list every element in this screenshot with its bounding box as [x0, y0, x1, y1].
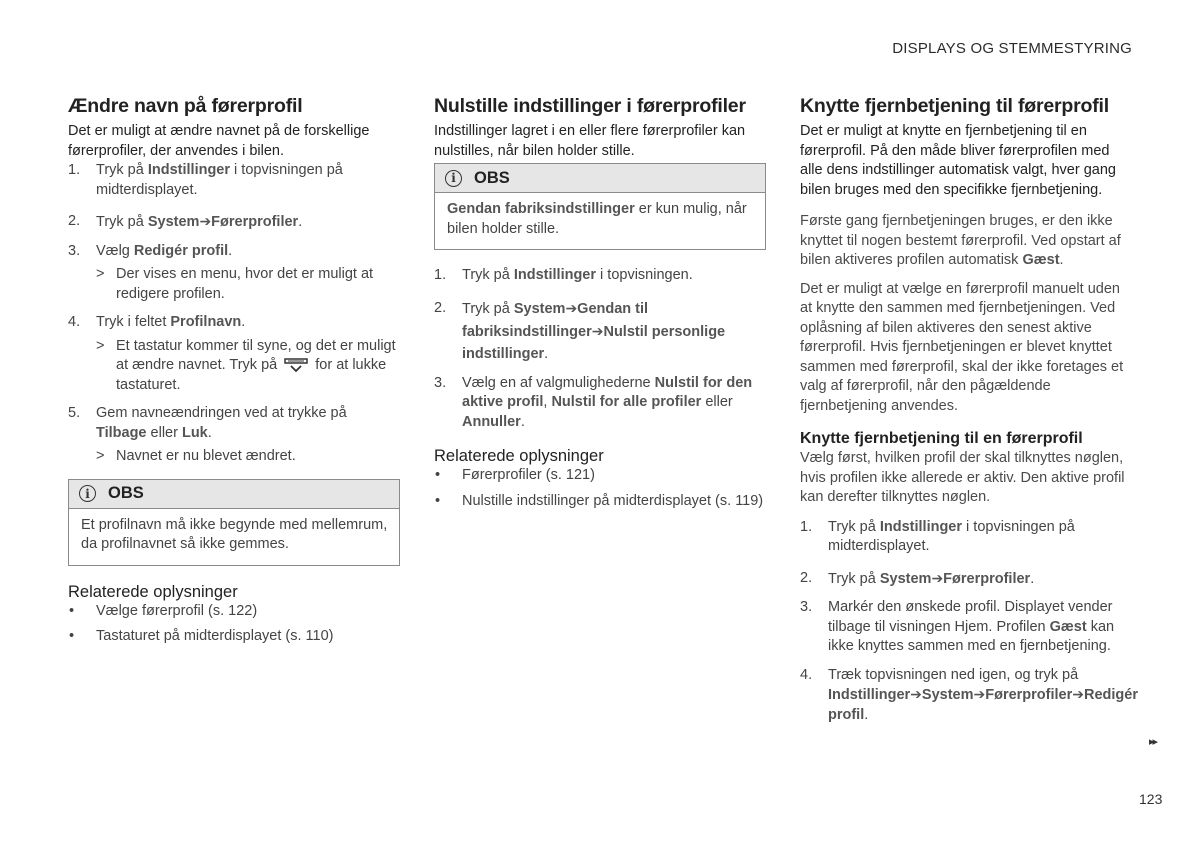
- step-text: i topvisningen på midterdisplayet.: [828, 518, 1075, 554]
- bullet: •: [69, 628, 75, 644]
- step-text: Tryk på: [96, 214, 148, 230]
- related-list: [68, 602, 400, 647]
- step-number: 4.: [68, 314, 81, 330]
- step-3: [434, 374, 766, 433]
- continue-icon: ▸▸: [1149, 736, 1157, 748]
- step-3: [800, 598, 1132, 657]
- related-item[interactable]: [434, 492, 766, 512]
- menu-term: Annuller: [462, 413, 521, 430]
- step-number: 2.: [68, 213, 81, 229]
- result-marker: >: [96, 448, 105, 464]
- body-text: .: [1059, 252, 1064, 268]
- step-number: 5.: [68, 405, 81, 421]
- step-text: .: [864, 706, 869, 723]
- step-text: Vælg en af valgmulighederne: [462, 374, 655, 391]
- step-number: 1.: [434, 267, 447, 283]
- bullet: •: [435, 467, 441, 483]
- result-text: Navnet er nu blevet ændret.: [116, 448, 296, 464]
- arrow-icon: ➔: [910, 686, 922, 702]
- step-text: eller: [146, 424, 182, 441]
- bullet: •: [435, 492, 441, 509]
- body-paragraph: Det er muligt at vælge en førerprofil manuelt uden at knytte den sammen med fjernbetjeningen. Ved oplåsning af bilen aktiveres den senest aktive førerprofil. Hvis fjernbetjeningen er blevet knyttet sammen med førerprofil, skal der ikke foretages et valg af førerprofil, når den pågældende fjernbetjening anvendes.: [800, 280, 1124, 414]
- step-number: 1.: [800, 518, 813, 535]
- steps-list: [434, 266, 766, 432]
- step-text: .: [520, 413, 525, 430]
- step-result: [96, 447, 400, 467]
- menu-term: Indstillinger: [828, 687, 911, 703]
- step-text: Træk topvisningen ned igen, og tryk på: [828, 666, 1079, 683]
- step-text: .: [298, 214, 303, 230]
- step-text: Markér den ønskede profil. Displayet vender tilbage til visningen Hjem. Profilen: [828, 599, 1113, 635]
- menu-term: Gendan fabriksindstillinger: [447, 201, 635, 217]
- arrow-icon: ➔: [591, 322, 604, 339]
- menu-term: Indstillinger: [879, 518, 963, 535]
- menu-term: Profilnavn: [170, 314, 242, 330]
- menu-term: Førerprofiler: [211, 214, 299, 230]
- page-number: 123: [1139, 791, 1163, 807]
- result-text: for at lukke tastaturet.: [116, 357, 387, 393]
- step-text: i topvisningen på midterdisplayet.: [96, 162, 343, 198]
- obs-title: OBS: [474, 168, 510, 187]
- obs-header: [69, 480, 399, 509]
- menu-term: System: [921, 687, 974, 703]
- menu-term: Førerprofiler: [985, 687, 1073, 703]
- step-4: [68, 313, 400, 395]
- step-text: Gem navneændringen ved at trykke på: [96, 405, 347, 421]
- related-link[interactable]: Vælge førerprofil (s. 122): [96, 602, 258, 619]
- step-text: kan ikke knyttes sammen med en fjernbetjening.: [828, 618, 1115, 654]
- step-2: [434, 297, 766, 365]
- step-result: [96, 337, 400, 396]
- bullet: •: [69, 602, 75, 619]
- step-5: [68, 404, 400, 467]
- menu-term: Gæst: [1049, 618, 1087, 635]
- menu-term: Gendan til fabriksindstillinger: [462, 300, 649, 340]
- menu-term: Redigér profil: [828, 687, 1138, 723]
- arrow-icon: ➔: [931, 569, 944, 586]
- intro-text: Det er muligt at ændre navnet på de forskellige førerprofiler, der anvendes i bilen.: [68, 123, 370, 159]
- obs-body: Et profilnavn må ikke begynde med mellemrum, da profilnavnet så ikke gemmes.: [81, 516, 388, 552]
- related-heading: Relaterede oplysninger: [68, 582, 238, 601]
- arrow-icon: ➔: [973, 686, 986, 702]
- obs-note: [68, 479, 400, 566]
- menu-term: Førerprofiler: [943, 570, 1031, 587]
- step-number: 3.: [68, 242, 81, 259]
- related-link[interactable]: Tastaturet på midterdisplayet (s. 110): [96, 628, 334, 644]
- result-marker: >: [96, 266, 105, 282]
- info-icon: i: [445, 170, 462, 187]
- step-text: .: [1030, 570, 1035, 587]
- step-number: 3.: [800, 599, 813, 615]
- related-list: [434, 466, 766, 511]
- step-number: 3.: [434, 374, 447, 391]
- related-item[interactable]: [68, 602, 400, 622]
- result-text: Et tastatur kommer til syne, og det er muligt at ændre navnet. Tryk på: [116, 337, 396, 373]
- step-text: Tryk på: [462, 267, 514, 283]
- hide-keyboard-icon: [284, 358, 308, 372]
- step-result: [96, 265, 400, 304]
- step-text: i topvisningen.: [596, 267, 693, 283]
- section-title: DISPLAYS OG STEMMESTYRING: [892, 40, 1132, 57]
- menu-term: System: [513, 300, 566, 317]
- heading-reset-settings: Nulstille indstillinger i førerprofiler: [434, 95, 746, 117]
- menu-term: System: [147, 214, 200, 230]
- steps-list: [68, 161, 400, 467]
- menu-term: Tilbage: [96, 424, 147, 441]
- arrow-icon: ➔: [199, 213, 212, 229]
- intro-text: Indstillinger lagret i en eller flere førerprofiler kan nulstilles, når bilen holder stille.: [434, 123, 746, 159]
- step-2: [68, 212, 400, 233]
- obs-note: [434, 163, 766, 250]
- step-text: eller: [701, 394, 733, 410]
- step-1: [434, 266, 766, 286]
- menu-term: Nulstil for den aktive profil: [462, 374, 753, 410]
- related-heading: Relaterede oplysninger: [434, 447, 604, 465]
- menu-term: Indstillinger: [147, 162, 231, 178]
- step-text: .: [228, 242, 233, 259]
- step-2: [800, 569, 1132, 590]
- menu-term: Gæst: [1022, 252, 1060, 268]
- body-paragraph: [800, 212, 1132, 271]
- menu-term: Redigér profil: [133, 242, 229, 259]
- column-reset-settings: [434, 94, 766, 511]
- step-number: 1.: [68, 162, 81, 178]
- heading-rename-profile: Ændre navn på førerprofil: [68, 95, 303, 117]
- column-rename-profile: [68, 94, 400, 647]
- result-marker: >: [96, 337, 105, 354]
- step-3: [68, 242, 400, 305]
- obs-header: [435, 164, 765, 193]
- step-number: 4.: [800, 666, 813, 683]
- steps-list: [800, 518, 1138, 726]
- step-text: Tryk på: [462, 300, 514, 317]
- step-4: [800, 666, 1138, 726]
- related-link[interactable]: Nulstille indstillinger på midterdisplayet (s. 119): [462, 492, 764, 509]
- step-text: .: [241, 314, 246, 330]
- step-text: ,: [543, 394, 552, 410]
- step-text: .: [544, 345, 549, 362]
- step-number: 2.: [800, 569, 813, 586]
- body-text: Første gang fjernbetjeningen bruges, er den ikke knyttet til nogen bestemt førerprofil. Ved opstart af bilen aktiveres profilen automatisk: [800, 213, 1121, 268]
- menu-term: Nulstil personlige indstillinger: [462, 323, 726, 362]
- related-item[interactable]: [434, 466, 766, 486]
- arrow-icon: ➔: [1072, 686, 1084, 702]
- column-link-remote: [800, 94, 1138, 725]
- related-item[interactable]: [68, 627, 400, 647]
- step-1: [800, 518, 1132, 557]
- step-text: .: [207, 424, 212, 441]
- obs-title: OBS: [108, 484, 144, 502]
- step-text: Tryk i feltet: [96, 314, 171, 330]
- step-text: Tryk på: [96, 162, 148, 178]
- obs-body: [435, 193, 765, 249]
- step-text: Tryk på: [828, 570, 880, 587]
- arrow-icon: ➔: [565, 299, 578, 316]
- result-text: Der vises en menu, hvor det er muligt at redigere profilen.: [116, 266, 374, 302]
- step-text: Tryk på: [828, 518, 880, 535]
- menu-term: System: [879, 570, 932, 587]
- menu-term: Nulstil for alle profiler: [551, 394, 702, 410]
- step-text: Vælg: [96, 242, 134, 259]
- body-paragraph: Vælg først, hvilken profil der skal tilknyttes nøglen, hvis profilen ikke allerede er aktiv. Den aktive profil kan derefter tilknyttes nøglen.: [800, 450, 1125, 505]
- heading-link-remote: Knytte fjernbetjening til førerprofil: [800, 95, 1109, 117]
- subheading: Knytte fjernbetjening til en førerprofil: [800, 430, 1083, 447]
- obs-text: er kun mulig, når bilen holder stille.: [447, 201, 747, 237]
- step-number: 2.: [434, 299, 447, 316]
- step-1: [68, 161, 400, 200]
- intro-text: Det er muligt at knytte en fjernbetjening til en førerprofil. På den måde bliver førerprofilen med alle dens indstillinger automatisk valgt, hver gang bilen bruges med den specifikke fjernbetjening.: [800, 123, 1116, 198]
- menu-term: Luk: [181, 424, 208, 441]
- related-link[interactable]: Førerprofiler (s. 121): [462, 467, 595, 483]
- menu-term: Indstillinger: [513, 267, 597, 283]
- info-icon: i: [79, 485, 96, 502]
